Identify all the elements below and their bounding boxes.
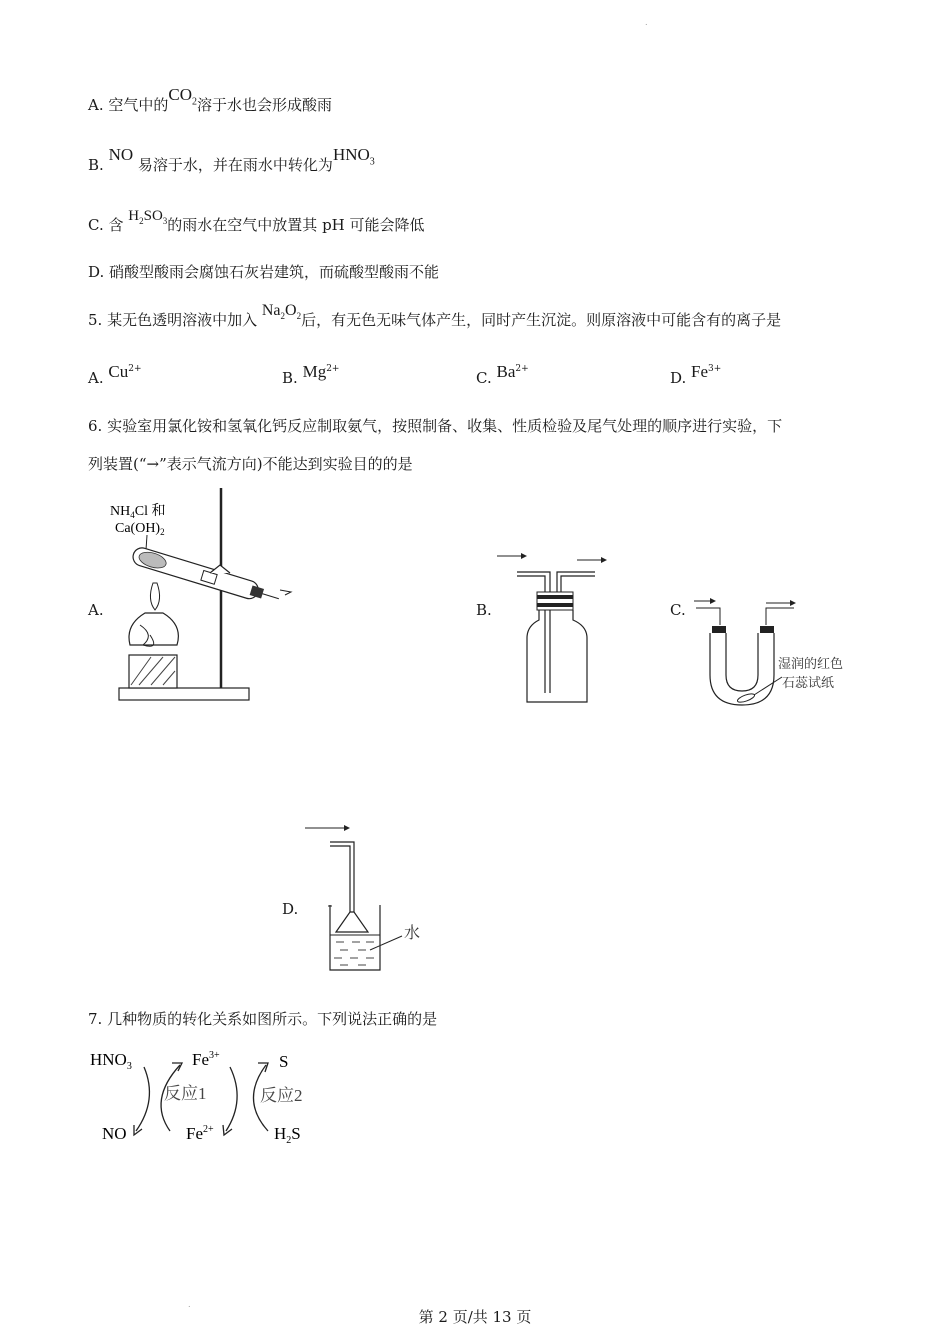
q7-conversion-diagram: [88, 1045, 328, 1150]
q6-label-a: A.: [88, 601, 104, 619]
na2o2-formula: $Na_2O_2$: [261, 302, 302, 322]
co2-formula: $CO_2$: [168, 85, 197, 108]
apparatus-d-absorption: [300, 820, 440, 980]
q5-option-c: C. $Ba^{2+}$: [476, 362, 529, 387]
no-node: NO: [102, 1124, 127, 1143]
q5-option-a: A. $Cu^{2+}$: [88, 362, 142, 387]
apparatus-c-u-tube: [690, 595, 860, 715]
reaction-1-label: 反应1: [164, 1084, 207, 1103]
hno3-node: $HNO_3$: [90, 1050, 132, 1072]
s-node: S: [279, 1052, 289, 1071]
litmus-paper-label-1: 湿润的红色: [778, 656, 844, 671]
hno3-formula: $HNO_3$: [332, 145, 375, 168]
q5-stem: 5. 某无色透明溶液中加入 $Na_2O_2$后，有无色无味气体产生，同时产生沉淀。则原溶液中可能含有的离子是: [88, 302, 782, 329]
fe3-node: $Fe^{3+}$: [192, 1050, 220, 1069]
q6-label-c: C.: [670, 601, 686, 619]
q4-option-b: B. NO 易溶于水，并在雨水中转化为$HNO_3$: [88, 145, 375, 174]
q7-stem: 7. 几种物质的转化关系如图所示。下列说法正确的是: [88, 1010, 438, 1028]
page-mark-bottom: .: [188, 1300, 191, 1309]
h2so3-formula: $H_2SO_3$: [128, 208, 168, 226]
q5-option-d: D. $Fe^{3+}$: [670, 362, 722, 387]
q4-option-c: C. 含 $H_2SO_3$的雨水在空气中放置其 pH 可能会降低: [88, 208, 425, 234]
apparatus-a-heating: [105, 485, 305, 710]
reagent-nh4cl: $NH_4Cl$ 和: [110, 504, 166, 520]
no-formula: NO: [108, 145, 134, 164]
q4-option-d: D. 硝酸型酸雨会腐蚀石灰岩建筑，而硫酸型酸雨不能: [88, 263, 440, 281]
q6-stem-line2: 列装置(“→”表示气流方向)不能达到实验目的的是: [88, 455, 413, 473]
h2s-node: $H_2S$: [274, 1124, 301, 1146]
fe2-node: $Fe^{2+}$: [186, 1124, 214, 1143]
q4-option-a: A. 空气中的$CO_2$溶于水也会形成酸雨: [88, 85, 333, 114]
water-label: 水: [404, 925, 421, 942]
page-footer: 第 2 页/共 13 页: [418, 1308, 532, 1326]
reaction-2-label: 反应2: [260, 1086, 303, 1105]
litmus-paper-label-2: 石蕊试纸: [782, 675, 835, 690]
page-mark-top: .: [645, 18, 648, 27]
reagent-caoh2: $Ca(OH)_2$: [115, 521, 165, 537]
apparatus-b-collection: [495, 548, 615, 708]
q6-label-d: D.: [282, 900, 299, 918]
q6-label-b: B.: [476, 601, 492, 619]
q6-stem-line1: 6. 实验室用氯化铵和氢氧化钙反应制取氨气，按照制备、收集、性质检验及尾气处理的顺序进行实验，下: [88, 417, 783, 435]
q5-option-b: B. $Mg^{2+}$: [282, 362, 340, 387]
